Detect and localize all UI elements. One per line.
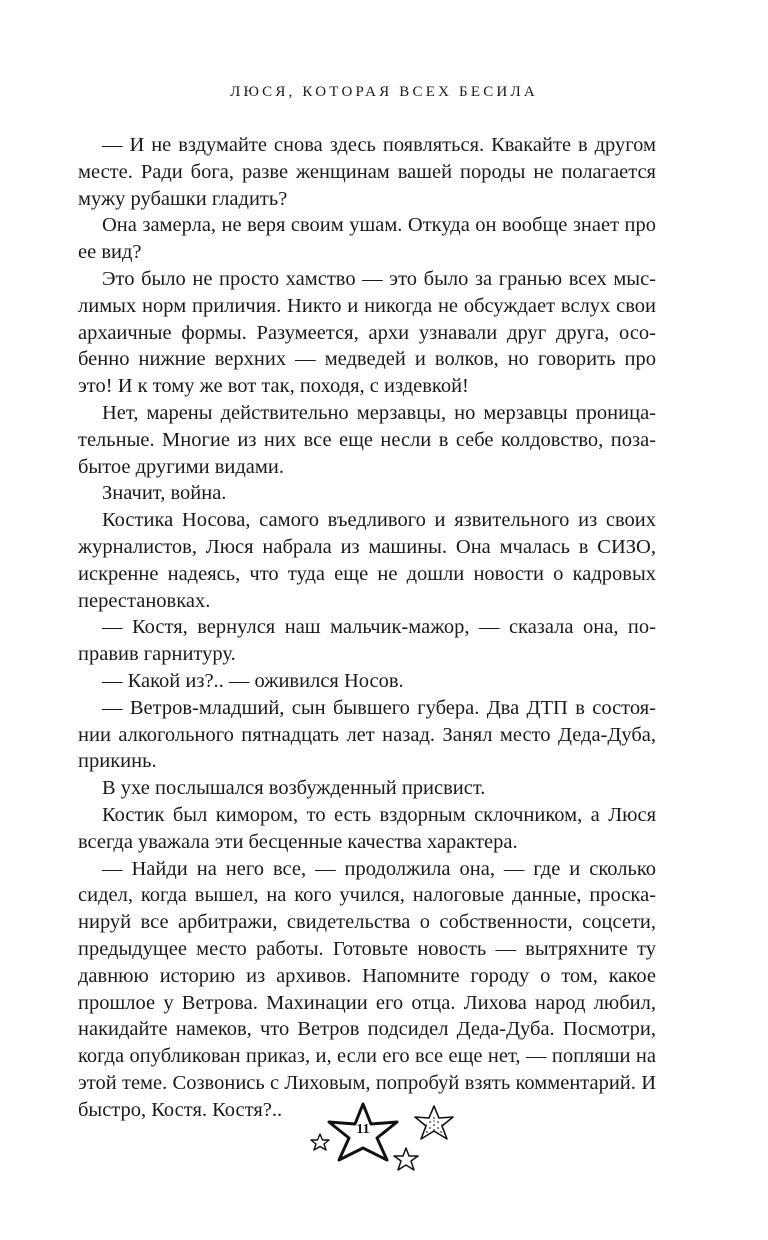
small-star-icon [311,1134,329,1150]
paragraph: — Костя, вернулся наш мальчик-мажор, — сказала она, поправив гарнитуру. [78,616,656,666]
outline-star-icon [394,1148,418,1170]
paragraph: Она замерла, не веря своим ушам. Откуда он вообще знает про ее вид? [78,214,656,264]
star-ornament-icon [300,1098,470,1188]
paragraph: Это было не просто хамство — это было за гранью всех мыслимых норм приличия. Никто и никогда не обсуждает вслух свои архаичные формы. Разумеется, архи узнавали друг друга, особенно нижние верхних — медведей и волков, но говорить про это! И к тому же вот так, походя, с издевкой! [78,267,656,398]
running-header: ЛЮСЯ, КОТОРАЯ ВСЕХ БЕСИЛА [230,84,538,100]
paragraph: — Ветров-младший, сын бывшего губера. Два ДТП в состоянии алкогольного пятнадцать лет назад. Занял место Деда-Дуба, прикинь. [78,696,656,773]
body-text [78,132,656,1123]
page-number: 11 [356,1122,370,1137]
paragraph: Костика Носова, самого въедливого и язвительного из своих журналистов, Люся набрала из машины. Она мчалась в СИЗО, искренне надеясь, что туда еще не дошли новости о кадровых перестановках. [78,509,656,612]
paragraph: В ухе послышался возбужденный присвист. [102,777,486,800]
paragraph: Значит, война. [102,482,227,505]
paragraph: — И не вздумайте снова здесь появляться. Квакайте в другом месте. Ради бога, разве женщинам вашей породы не полагается мужу рубашки гладить? [78,134,656,210]
paragraph: Костик был кимором, то есть вздорным склочником, а Люся всегда уважала эти бесценные качества характера. [78,803,656,853]
paragraph: — Найди на него все, — продолжила она, — где и сколько сидел, когда вышел, на кого учился, налоговые данные, просканируй все арбитражи, свидетельства о собственности, соцсети, предыдущее место работы. Готовьте новость — вытряхните ту давнюю историю из архивов. Напомните городу о том, какое прошлое у Ветрова. Махинации его отца. Лихова народ любил, накидайте намеков, что Ветров подсидел Деда-Дуба. Посмотри, когда опубликован приказ, и, если его все еще нет, — попляши на этой теме. Созвонись с Лиховым, попробуй взять комментарий. И быстро, Костя. Костя?.. [78,857,656,1121]
paragraph: Нет, марены действительно мерзавцы, но мерзавцы проницательные. Многие из них все еще несли в себе колдовство, позабытое другими видами. [78,401,656,478]
paragraph: — Какой из?.. — оживился Носов. [102,669,404,692]
dotted-star-icon [415,1106,453,1139]
